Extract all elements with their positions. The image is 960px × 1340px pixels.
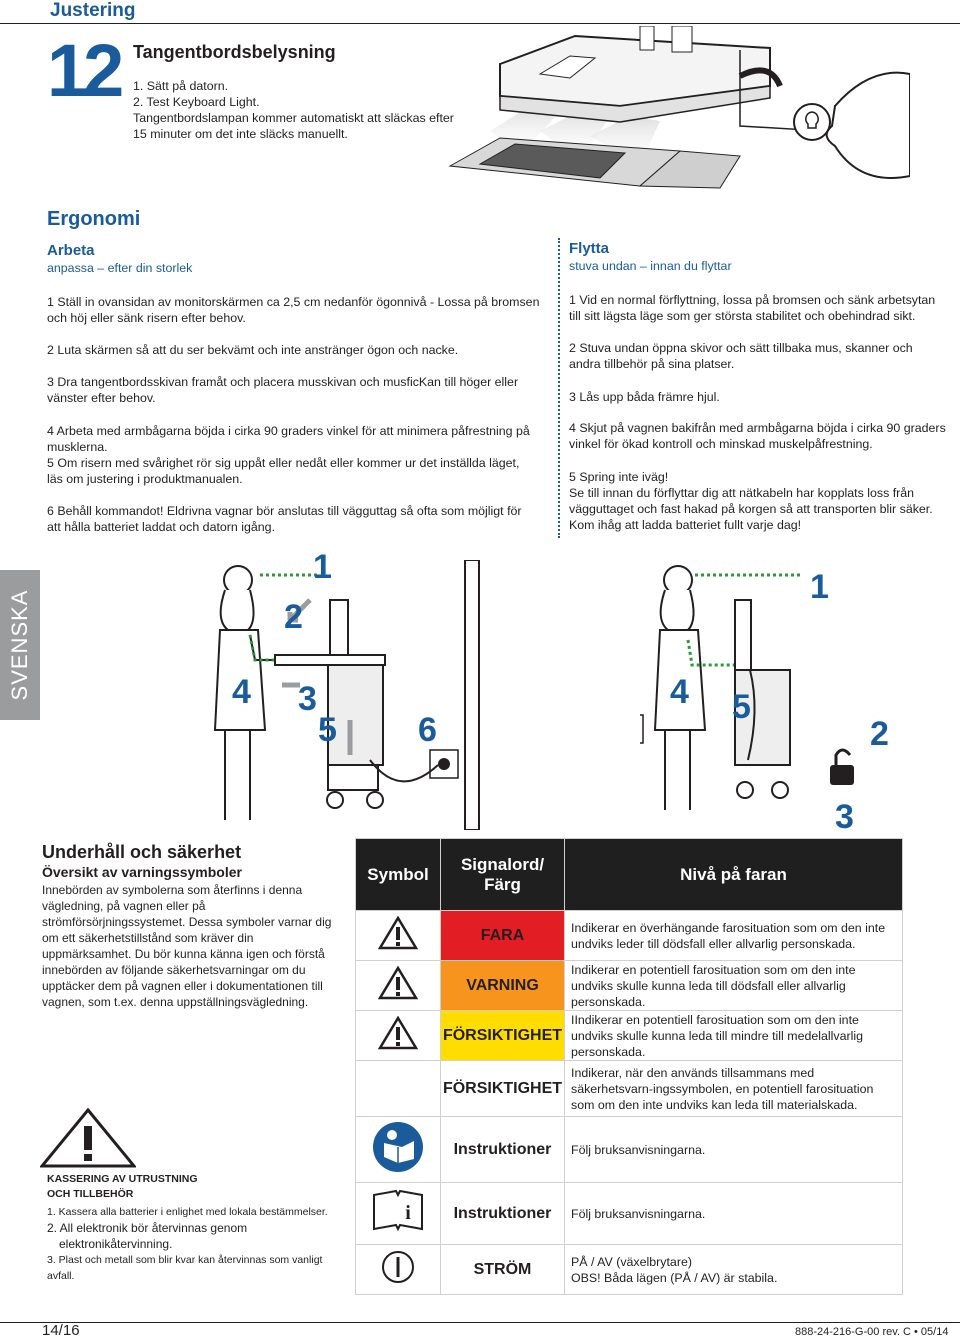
disposal-list xyxy=(47,1204,347,1284)
signal-word: STRÖM xyxy=(473,1260,532,1278)
warning-triangle-icon xyxy=(40,1108,136,1168)
maintenance-body: Innebörden av symbolerna som återfinns i denna vägledning, på vagnen eller på strömförsörjningssystemet. Dessa symboler varnar dig om ett säkerhetstillstånd som kräver din uppmärksamhet. Du bör kunna känna igen och förstå innebörden av följande säkerhetsvarningar om du upptäcker dem på vagnen eller i dokumentationen till vagnen, som t.ex. denna uppställningsvägledning. xyxy=(42,883,332,1009)
figure-number: 4 xyxy=(670,673,689,711)
figure-number: 5 xyxy=(732,688,751,726)
symbol-table-row xyxy=(356,961,903,1011)
warning-triangle-icon xyxy=(378,987,418,1004)
flytta-item: Se till innan du förflyttar dig att nätkabeln har kopplats loss från vägguttaget och fast hakad på korgen så att transporten blir säker. Kom ihåg att ladda batteriet fullt varje dag! xyxy=(569,486,933,532)
figure-number: 2 xyxy=(284,598,303,636)
signal-word-cell xyxy=(441,1245,565,1295)
page-number: 14/16 xyxy=(42,1322,80,1339)
symbol-table-row xyxy=(356,1117,903,1183)
ergonomi-item: 3 Dra tangentbordsskivan framåt och placera musskivan och musficKan till höger eller vänster efter behov. xyxy=(47,375,519,405)
ergonomi-subtitle: Arbeta xyxy=(47,242,95,259)
footer-rule xyxy=(0,1322,960,1323)
ergonomi-item: 4 Arbeta med armbågarna böjda i cirka 90 graders vinkel för att minimera påfrestning på musklerna. xyxy=(47,424,530,454)
svg-text:i: i xyxy=(405,1202,411,1224)
info-book-icon xyxy=(370,1202,426,1237)
symbol-table xyxy=(355,838,903,1295)
signal-word-cell xyxy=(441,1061,565,1117)
ergonomi-title: Ergonomi xyxy=(47,208,141,230)
hazard-description-cell xyxy=(565,1245,903,1295)
disposal-item: 1. Kassera alla batterier i enlighet med lokala bestämmelser. xyxy=(47,1206,328,1218)
read-manual-icon xyxy=(372,1160,424,1177)
section-header xyxy=(0,0,960,24)
disposal-title xyxy=(47,1172,198,1202)
signal-word: FÖRSIKTIGHET xyxy=(442,1026,563,1044)
keyboard-light-note: Tangentbordslampan kommer automatiskt att släckas efter 15 minuter om det inte släcks manuellt. xyxy=(133,111,454,141)
keyboard-light-steps xyxy=(133,78,463,142)
symbol-table-row xyxy=(356,1183,903,1245)
ergonomi-item: 5 Om risern med svårighet rör sig uppåt eller nedåt eller kommer ur det inställda läget, läs om justering i produktmanualen. xyxy=(47,456,520,486)
figure-number: 2 xyxy=(870,715,889,753)
hazard-description: PÅ / AV (växelbrytare) xyxy=(571,1254,692,1269)
signal-word: FARA xyxy=(480,926,525,944)
hazard-description-cell xyxy=(565,1183,903,1245)
symbol-cell xyxy=(356,1183,441,1245)
maintenance-title: Underhåll och säkerhet xyxy=(42,842,242,862)
keyboard-light-step: 2. Test Keyboard Light. xyxy=(133,95,260,109)
level-column-header: Nivå på faran xyxy=(565,839,903,911)
signal-word-cell xyxy=(441,961,565,1011)
symbol-cell xyxy=(356,1011,441,1061)
flytta-item: 4 Skjut på vagnen bakifrån med armbågarna böjda i cirka 90 graders vinkel för ökad kontroll och minskad muskelpåfrestning. xyxy=(569,421,946,451)
symbol-column-header: Symbol xyxy=(356,839,441,911)
ergonomi-item: 2 Luta skärmen så att du ser bekvämt och inte anstränger ögon och nacke. xyxy=(47,343,459,357)
signal-word: FÖRSIKTIGHET xyxy=(442,1079,563,1097)
hazard-description: Följ bruksanvisningarna. xyxy=(571,1142,706,1157)
flytta-item: 5 Spring inte iväg! xyxy=(569,470,669,484)
keyboard-light-title: Tangentbordsbelysning xyxy=(133,42,336,62)
symbol-cell xyxy=(356,1061,441,1117)
keyboard-light-step: 1. Sätt på datorn. xyxy=(133,79,229,93)
flytta-item: 3 Lås upp båda främre hjul. xyxy=(569,390,720,404)
hazard-description-note: OBS! Båda lägen (PÅ / AV) är stabila. xyxy=(571,1270,778,1285)
hazard-description: Indikerar, när den används tillsammans med säkerhetsvarn-ingssymbolen, en potentiell farosituation som om den inte undviks kan leda till materialskada. xyxy=(571,1065,874,1112)
language-tab-label: SVENSKA xyxy=(7,589,32,701)
language-tab xyxy=(0,570,40,720)
disposal-item: 3. Plast och metall som blir kvar kan återvinnas som vanligt avfall. xyxy=(47,1254,323,1282)
hazard-description: Indikerar en potentiell farosituation som om den inte undviks skulle kunna leda till dödsfall eller allvarlig personskada. xyxy=(571,962,856,1009)
signal-word-cell xyxy=(441,1117,565,1183)
signal-word-cell xyxy=(441,1011,565,1061)
warning-triangle-icon xyxy=(378,1037,418,1054)
section-title: Justering xyxy=(50,0,136,21)
flytta-title: Flytta xyxy=(569,240,610,257)
ergonomi-item: 6 Behåll kommandot! Eldrivna vagnar bör anslutas till vägguttag så ofta som möjligt för att hålla batteriet laddat och datorn igång. xyxy=(47,504,522,534)
ergonomics-figure xyxy=(210,560,500,830)
symbol-cell xyxy=(356,1117,441,1183)
flytta-item: 2 Stuva undan öppna skivor och sätt tillbaka mus, skanner och andra tillbehör på sina platser. xyxy=(569,341,913,371)
symbol-cell xyxy=(356,911,441,961)
hazard-description-cell xyxy=(565,1117,903,1183)
flytta-tagline: stuva undan – innan du flyttar xyxy=(569,259,732,273)
step-number: 12 xyxy=(47,29,120,112)
power-icon xyxy=(381,1271,415,1288)
symbol-cell xyxy=(356,961,441,1011)
figure-number: 1 xyxy=(810,568,829,606)
signal-word: VARNING xyxy=(466,976,539,994)
disposal-item: elektronikåtervinning. xyxy=(59,1237,173,1251)
symbol-table-row xyxy=(356,1245,903,1295)
maintenance-subtitle: Översikt av varningssymboler xyxy=(42,864,242,880)
keyboard-light-illustration xyxy=(440,26,910,196)
figure-number: 3 xyxy=(835,798,854,836)
hazard-description: Följ bruksanvisningarna. xyxy=(571,1206,706,1221)
flytta-item: 1 Vid en normal förflyttning, lossa på bromsen och sänk arbetsytan till sitt lägsta läge som ger största stabilitet och obehindrad sikt. xyxy=(569,293,936,323)
warning-triangle-icon xyxy=(378,937,418,954)
signal-word-cell xyxy=(441,911,565,961)
figure-number: 1 xyxy=(313,548,332,586)
hazard-description-cell xyxy=(565,1011,903,1061)
figure-number: 5 xyxy=(318,711,337,749)
disposal-title-line: OCH TILLBEHÖR xyxy=(47,1188,134,1200)
symbol-cell xyxy=(356,1245,441,1295)
symbol-table-header xyxy=(356,839,903,911)
signal-word-cell xyxy=(441,1183,565,1245)
column-divider xyxy=(558,238,560,538)
figure-number: 4 xyxy=(232,673,251,711)
figure-number: 6 xyxy=(418,711,437,749)
hazard-description: Indikerar en överhängande farosituation som om den inte undviks leder till dödsfall eller allvarlig personskada. xyxy=(571,920,886,951)
document-code: 888-24-216-G-00 rev. C • 05/14 xyxy=(795,1326,949,1338)
ergonomi-item: 1 Ställ in ovansidan av monitorskärmen ca 2,5 cm nedanför ögonnivå - Lossa på bromsen och höj eller sänk risern efter behov. xyxy=(47,295,540,325)
hazard-description: IIndikerar en potentiell farosituation som om den inte undviks skulle kunna leda till mindre till medelallvarlig personskada. xyxy=(571,1012,864,1059)
figure-number: 3 xyxy=(298,680,317,718)
hazard-description-cell xyxy=(565,1061,903,1117)
signal-word: Instruktioner xyxy=(453,1204,552,1222)
symbol-table-row xyxy=(356,911,903,961)
symbol-table-row xyxy=(356,1061,903,1117)
disposal-item: 2. All elektronik bör återvinnas genom xyxy=(47,1221,248,1235)
hazard-description-cell xyxy=(565,911,903,961)
hazard-description-cell xyxy=(565,961,903,1011)
signal-word: Instruktioner xyxy=(453,1140,552,1158)
signal-column-header: Signalord/ Färg xyxy=(441,839,565,911)
disposal-title-line: KASSERING AV UTRUSTNING xyxy=(47,1173,198,1185)
ergonomi-tagline: anpassa – efter din storlek xyxy=(47,261,193,275)
symbol-table-row xyxy=(356,1011,903,1061)
